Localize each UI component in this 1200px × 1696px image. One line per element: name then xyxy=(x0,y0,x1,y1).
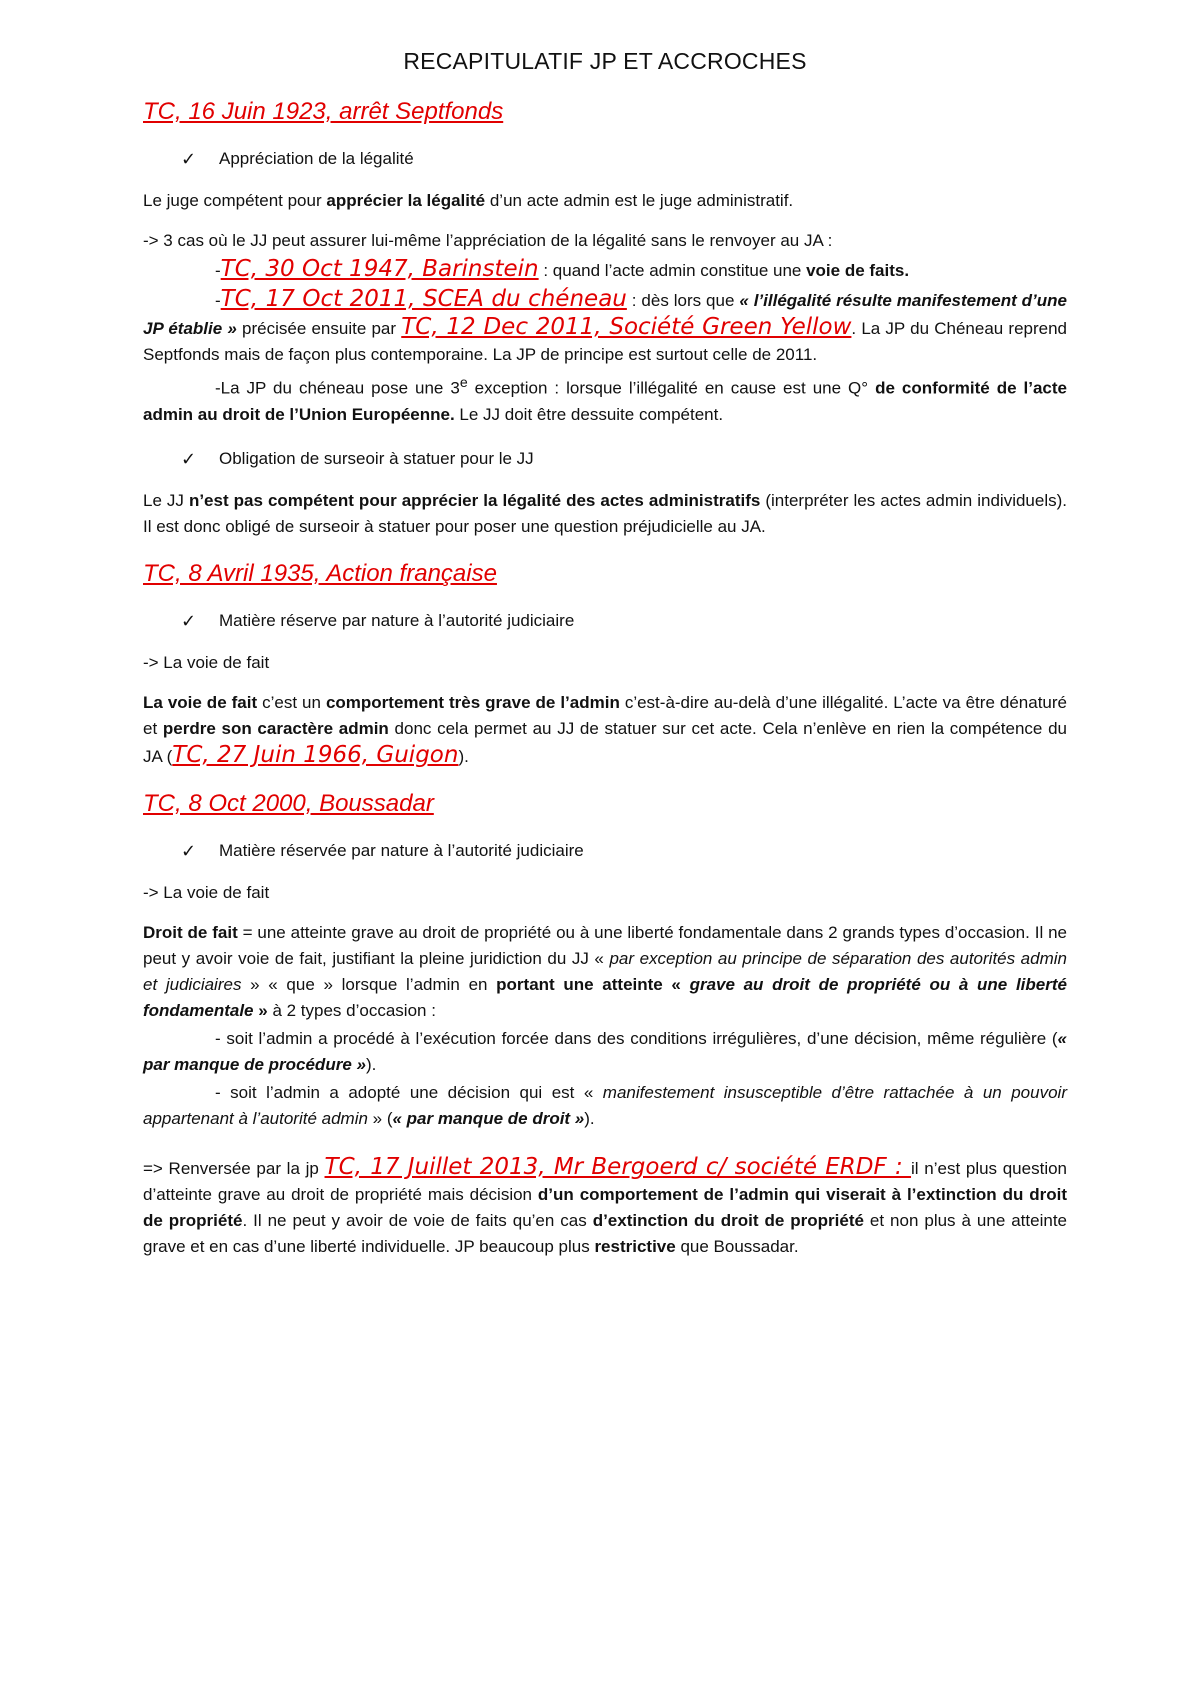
text: => Renversée par la jp xyxy=(143,1158,325,1178)
checklist-label: Matière réserve par nature à l’autorité judiciaire xyxy=(219,610,575,630)
case-reference: TC, 17 Juillet 2013, Mr Bergoerd c/ société ERDF : xyxy=(324,1153,912,1180)
case-item xyxy=(143,1080,1067,1132)
bold-text: voie de faits. xyxy=(806,261,910,280)
text: : dès lors que xyxy=(626,291,740,310)
case-item xyxy=(143,286,1067,368)
case-heading-boussadar: TC, 8 Oct 2000, Boussadar xyxy=(143,789,434,817)
case-item xyxy=(143,370,1067,428)
bold-text: d’un comportement de l’admin qui viserait à l’extinction du droit de propriété xyxy=(143,1184,1068,1230)
case-reference: TC, 17 Oct 2011, SCEA du chéneau xyxy=(220,286,627,312)
case-heading-septfonds: TC, 16 Juin 1923, arrêt Septfonds xyxy=(143,98,504,125)
bold-text: n’est pas compétent pour apprécier la légalité des actes administratifs xyxy=(188,490,761,510)
case-reference: TC, 12 Dec 2011, Société Green Yellow xyxy=(401,314,852,340)
bold-text: perdre son caractère admin xyxy=(162,718,389,738)
bold-text: Droit de fait xyxy=(143,922,238,942)
paragraph xyxy=(143,188,1067,214)
bold-italic-text: « l’illégalité résulte manifestement d’une JP établie » xyxy=(143,291,1067,338)
text: ). xyxy=(365,1054,377,1074)
bold-italic-text: grave au droit de propriété ou à une liberté fondamentale xyxy=(143,974,1067,1020)
text: et non plus à une atteinte grave et en cas d’une liberté individuelle. JP beaucoup plus xyxy=(143,1210,1067,1256)
bold-italic-text: « par manque de procédure » xyxy=(143,1028,1067,1074)
bold-text: » xyxy=(253,1000,268,1020)
text: à 2 types d’occasion : xyxy=(267,1000,436,1020)
checklist-item xyxy=(181,146,1067,172)
case-heading-action-francaise: TC, 8 Avril 1935, Action française xyxy=(143,559,497,587)
text: Le JJ doit être dessuite compétent. xyxy=(454,404,724,424)
text: c’est un xyxy=(257,692,326,712)
text: . Il ne peut y avoir de voie de faits qu’en cas xyxy=(242,1210,593,1230)
checklist-label: Matière réservée par nature à l’autorité judiciaire xyxy=(219,840,584,860)
bold-text: d’extinction du droit de propriété xyxy=(592,1210,864,1230)
checklist-item xyxy=(181,838,1067,864)
paragraph: -> La voie de fait xyxy=(143,882,270,902)
bold-text: comportement très grave de l’admin xyxy=(325,692,620,712)
paragraph xyxy=(143,1154,1067,1260)
paragraph xyxy=(143,920,1067,1024)
text: Le juge compétent pour xyxy=(143,191,327,210)
checklist-item xyxy=(181,608,1067,634)
bold-text: La voie de fait xyxy=(143,692,258,712)
text: précisée ensuite par xyxy=(236,319,402,338)
text: -La JP du chéneau pose une 3 xyxy=(215,378,460,398)
paragraph xyxy=(143,488,1067,540)
text: Le JJ xyxy=(143,490,189,510)
bold-text: apprécier la légalité xyxy=(326,191,486,210)
text: . La JP du Chéneau reprend Septfonds mais de façon plus contemporaine. La JP de principe est surtout celle de 2011. xyxy=(143,319,1068,364)
checklist-label: Appréciation de la légalité xyxy=(219,149,414,168)
text: » ( xyxy=(367,1108,393,1128)
dash: - xyxy=(215,291,221,310)
text: c’est-à-dire au-delà d’une illégalité. L’acte va être dénaturé et xyxy=(143,692,1067,738)
check-icon: ✓ xyxy=(181,840,197,861)
text: il n’est plus question d’atteinte grave au droit de propriété mais décision xyxy=(143,1158,1068,1204)
paragraph: -> 3 cas où le JJ peut assurer lui-même l’appréciation de la légalité sans le renvoyer au JA : xyxy=(143,231,833,250)
check-icon: ✓ xyxy=(181,149,197,169)
check-icon: ✓ xyxy=(181,610,197,631)
text: ). xyxy=(584,1108,595,1128)
text: = une atteinte grave au droit de propriété ou à une liberté fondamentale dans 2 grands types d’occasion. Il ne peut y avoir voie de fait, justifiant la pleine juridiction du JJ « xyxy=(143,922,1067,968)
text: ). xyxy=(458,746,469,766)
superscript: e xyxy=(459,375,468,391)
text: d’un acte admin est le juge administratif. xyxy=(485,191,794,210)
bold-text: restrictive xyxy=(594,1236,676,1256)
case-item xyxy=(143,256,1067,284)
italic-text: manifestement insusceptible d’être rattachée à un pouvoir appartenant à l’autorité admin xyxy=(143,1082,1067,1128)
paragraph: -> La voie de fait xyxy=(143,652,270,672)
dash: - xyxy=(215,261,221,280)
text: donc cela permet au JJ de statuer sur cet acte. Cela n’enlève en rien la compétence du JA ( xyxy=(143,718,1068,766)
text: : quand l’acte admin constitue une xyxy=(538,261,807,280)
text: (interpréter les actes admin individuels). Il est donc obligé de surseoir à statuer pour poser une question préjudicielle au JA. xyxy=(143,490,1067,536)
text: exception : lorsque l’illégalité en cause est une Q° xyxy=(467,378,876,398)
checklist-item xyxy=(181,446,1067,472)
bold-italic-text: « par manque de droit » xyxy=(392,1108,585,1128)
text: - soit l’admin a adopté une décision qui est « xyxy=(215,1082,603,1102)
italic-text: par exception au principe de séparation des autorités admin et judiciaires xyxy=(143,948,1067,994)
text: que Boussadar. xyxy=(675,1236,799,1256)
check-icon: ✓ xyxy=(181,448,197,469)
document-title: RECAPITULATIF JP ET ACCROCHES xyxy=(403,48,807,74)
checklist-label: Obligation de surseoir à statuer pour le JJ xyxy=(219,448,534,468)
case-item xyxy=(143,1026,1067,1078)
bold-text: portant une atteinte « xyxy=(496,974,690,994)
text: » « que » lorsque l’admin en xyxy=(241,974,497,994)
bold-text: de conformité de l’acte admin au droit de l’Union Européenne. xyxy=(143,378,1067,424)
paragraph xyxy=(143,690,1067,770)
text: - soit l’admin a procédé à l’exécution forcée dans des conditions irrégulières, d’une décision, même régulière ( xyxy=(215,1028,1058,1048)
case-reference: TC, 30 Oct 1947, Barinstein xyxy=(220,256,539,282)
case-reference: TC, 27 Juin 1966, Guigon xyxy=(172,741,459,768)
